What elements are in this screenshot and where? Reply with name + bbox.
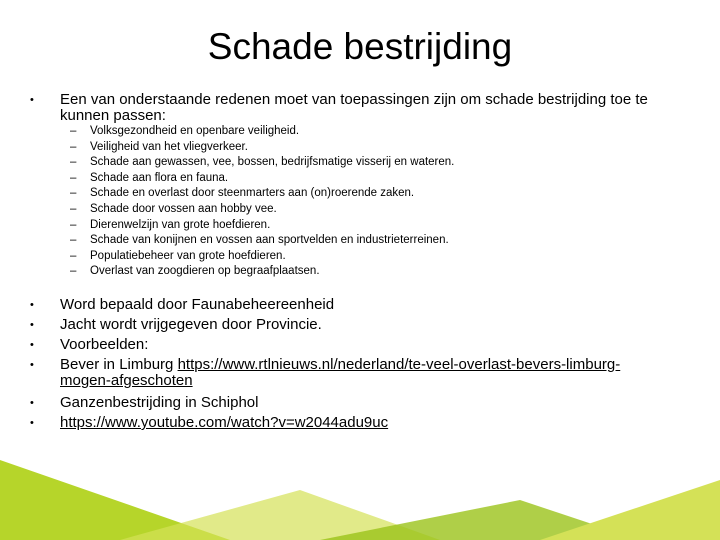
bullet-marker: • [30, 299, 34, 311]
bullet-intro [30, 92, 690, 124]
bullet-marker: • [30, 319, 34, 331]
bullet-faunabeheer [30, 297, 690, 313]
bullet-voorbeelden [30, 337, 690, 353]
slide-title: Schade bestrijding [207, 26, 513, 67]
reason-text: Schade aan flora en fauna. [90, 171, 229, 184]
reason-text: Schade aan gewassen, vee, bossen, bedrijfsmatige visserij en wateren. [90, 156, 455, 169]
reason-item [70, 264, 670, 280]
reason-dash: – [70, 265, 77, 278]
reason-text: Veiligheid van het vliegverkeer. [90, 140, 248, 153]
bullet-marker: • [30, 397, 34, 409]
bullet-bever [30, 357, 690, 389]
reason-item [70, 249, 670, 265]
reason-dash: – [70, 202, 77, 215]
reason-dash: – [70, 171, 77, 184]
reason-item [70, 124, 670, 140]
reason-dash: – [70, 249, 77, 262]
youtube-link[interactable]: https://www.youtube.com/watch?v=w2044adu9uc [60, 414, 389, 431]
reason-dash: – [70, 125, 77, 137]
reason-dash: – [70, 156, 77, 169]
reason-item [70, 186, 670, 202]
bullet-ganzen [30, 395, 690, 411]
bever-news-link-continued[interactable]: mogen-afgeschoten [60, 372, 193, 389]
reason-text: Populatiebeheer van grote hoefdieren. [90, 249, 286, 262]
decor-triangle-right [540, 480, 720, 540]
reason-dash: – [70, 187, 77, 200]
reason-text: Dierenwelzijn van grote hoefdieren. [90, 218, 271, 231]
reason-text: Overlast van zoogdieren op begraafplaatsen. [90, 265, 320, 278]
bullet-marker: • [30, 94, 34, 106]
bullet-jacht [30, 317, 690, 333]
bullet-intro-text: Een van onderstaande redenen moet van toepassingen zijn om schade bestrijding toe te kunnen passen: [60, 91, 648, 124]
reason-item [70, 155, 670, 171]
bever-news-link[interactable]: https://www.rtlnieuws.nl/nederland/te-veel-overlast-bevers-limburg- [177, 356, 621, 373]
reason-text: Schade en overlast door steenmarters aan (on)roerende zaken. [90, 187, 415, 200]
bullet-bever-text [60, 357, 690, 389]
reason-text: Schade door vossen aan hobby vee. [90, 202, 277, 215]
reason-item [70, 171, 670, 187]
reason-dash: – [70, 234, 77, 247]
reason-item [70, 202, 670, 218]
bullet-text: Jacht wordt vrijgegeven door Provincie. [60, 316, 322, 333]
bullet-text: Word bepaald door Faunabeheereenheid [60, 296, 335, 313]
bever-prefix: Bever in Limburg [60, 356, 178, 373]
green-triangle-decoration [0, 420, 720, 540]
reason-item [70, 233, 670, 249]
reason-text: Schade van konijnen en vossen aan sportvelden en industrieterreinen. [90, 234, 449, 247]
reason-item [70, 140, 670, 156]
bullet-text: Voorbeelden: [60, 336, 149, 353]
reason-dash: – [70, 218, 77, 231]
bullet-marker: • [30, 339, 34, 351]
bullet-marker: • [30, 359, 34, 371]
reasons-list [70, 124, 670, 280]
bullet-marker: • [30, 417, 34, 429]
reason-item [70, 218, 670, 234]
reason-text: Volksgezondheid en openbare veiligheid. [90, 125, 300, 137]
bullet-text: Ganzenbestrijding in Schiphol [60, 394, 259, 411]
reason-dash: – [70, 140, 77, 153]
